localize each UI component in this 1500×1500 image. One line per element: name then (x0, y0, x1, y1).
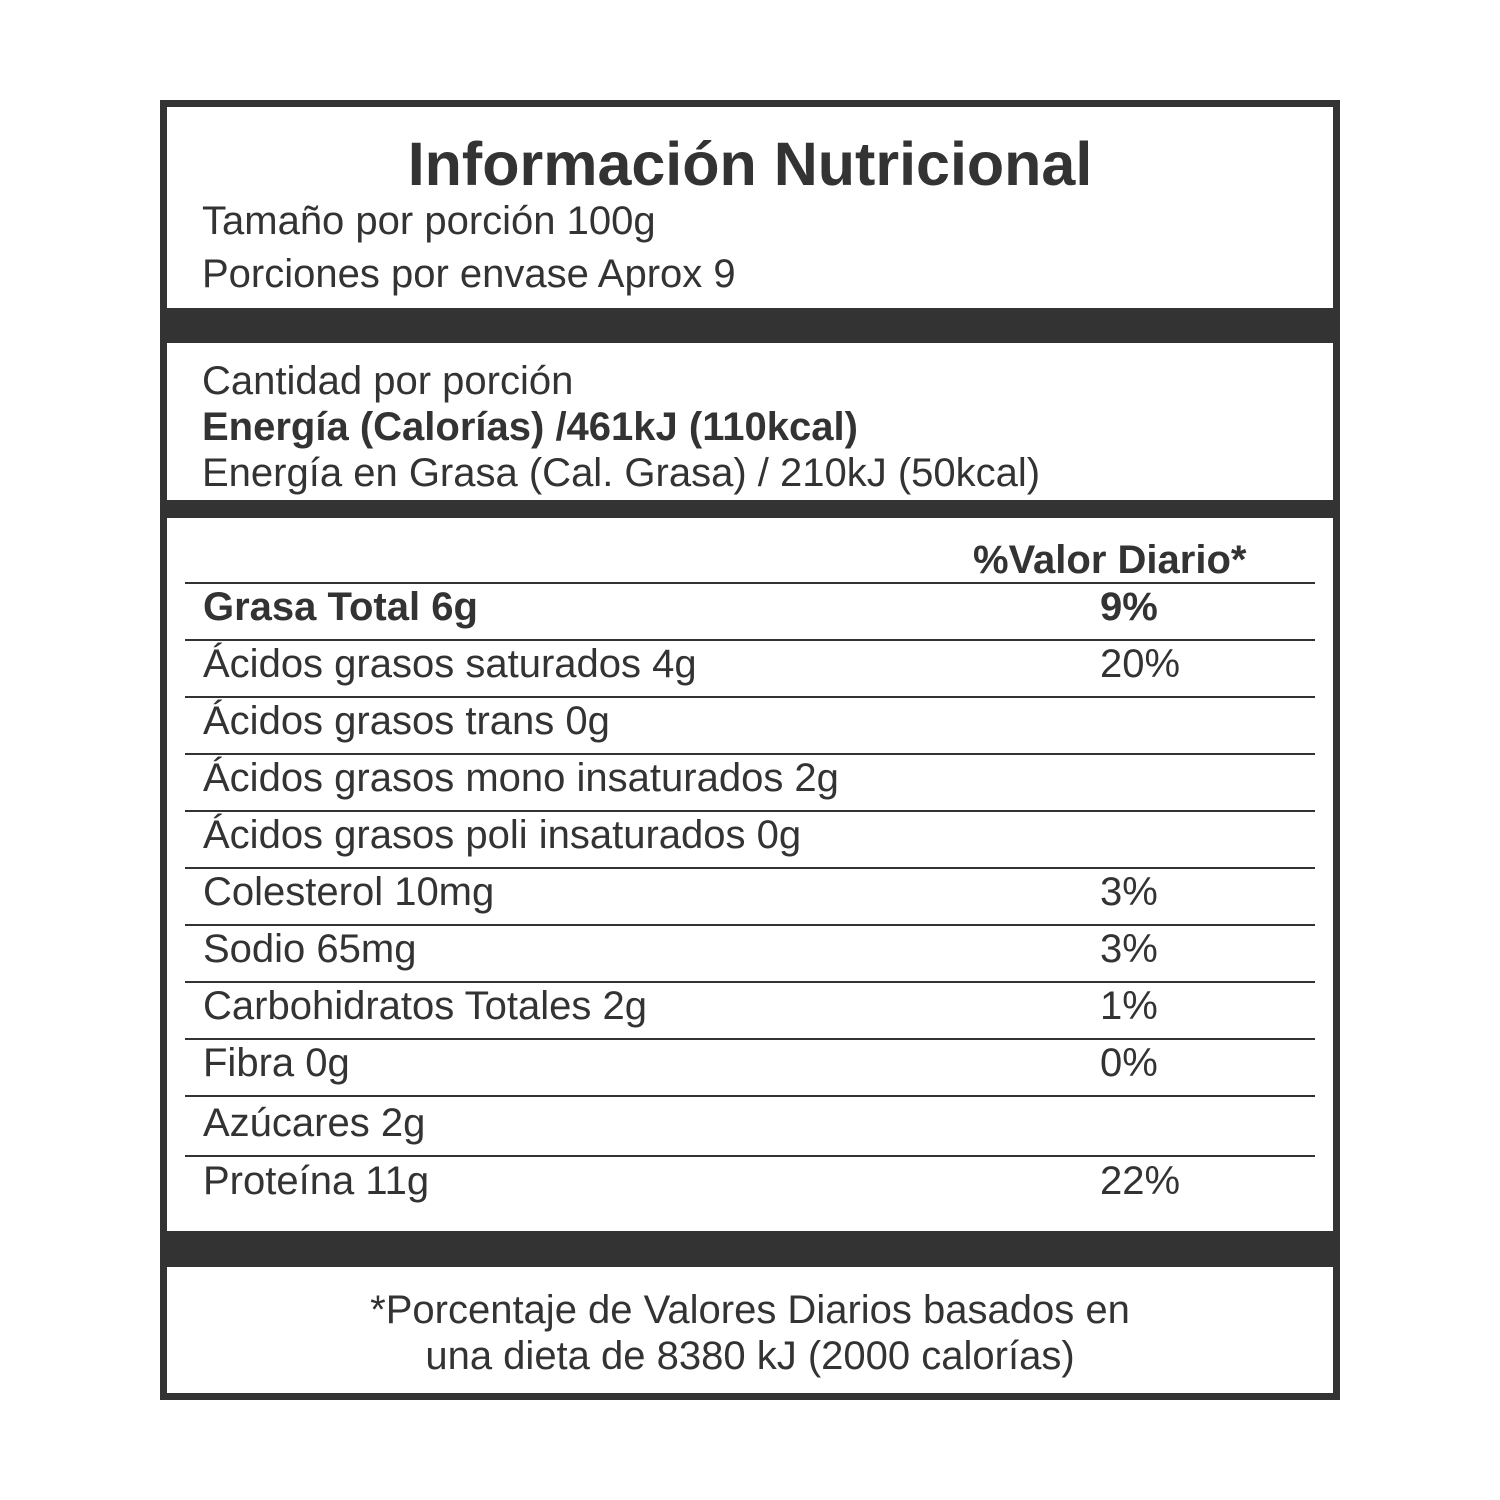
nutrient-row (185, 924, 1315, 973)
nutrient-name: Ácidos grasos mono insaturados 2g (203, 756, 839, 800)
footnote-line-2: una dieta de 8380 kJ (2000 calorías) (425, 1334, 1075, 1378)
nutrient-row (185, 1038, 1315, 1087)
nutrient-daily-value: 9% (1100, 585, 1158, 629)
nutrient-daily-value: 3% (1100, 927, 1158, 971)
nutrient-daily-value: 3% (1100, 870, 1158, 914)
nutrient-row (185, 582, 1315, 631)
nutrient-row (185, 1095, 1315, 1147)
energy-from-fat: Energía en Grasa (Cal. Grasa) / 210kJ (50kcal) (202, 451, 1041, 495)
footnote-line-1: *Porcentaje de Valores Diarios basados en (370, 1288, 1130, 1332)
separator-band-top (167, 308, 1333, 343)
nutrient-name: Ácidos grasos poli insaturados 0g (203, 813, 802, 857)
amount-per-serving: Cantidad por porción (202, 359, 574, 403)
nutrient-row (185, 867, 1315, 916)
energy-calories: Energía (Calorías) /461kJ (110kcal) (202, 405, 858, 449)
serving-size: Tamaño por porción 100g (202, 199, 656, 243)
nutrition-facts-label (160, 100, 1340, 1400)
nutrient-row (185, 1155, 1315, 1205)
daily-value-header: %Valor Diario* (973, 538, 1247, 582)
nutrient-name: Azúcares 2g (203, 1101, 426, 1145)
nutrient-daily-value: 20% (1100, 642, 1181, 686)
nutrient-row (185, 639, 1315, 688)
nutrient-daily-value: 22% (1100, 1159, 1181, 1203)
nutrient-name: Sodio 65mg (203, 927, 417, 971)
nutrient-name: Carbohidratos Totales 2g (203, 984, 647, 1028)
nutrient-daily-value: 0% (1100, 1041, 1158, 1085)
label-title: Información Nutricional (407, 130, 1093, 198)
nutrient-row (185, 696, 1315, 745)
nutrient-name: Proteína 11g (203, 1159, 430, 1203)
nutrient-name: Fibra 0g (203, 1041, 350, 1085)
nutrient-row (185, 753, 1315, 802)
servings-per-container: Porciones por envase Aprox 9 (202, 252, 736, 296)
nutrient-name: Ácidos grasos trans 0g (203, 699, 610, 743)
separator-band-bottom (167, 1231, 1333, 1267)
nutrient-row (185, 981, 1315, 1030)
nutrient-name: Grasa Total 6g (203, 585, 478, 629)
nutrient-name: Colesterol 10mg (203, 870, 495, 914)
nutrient-daily-value: 1% (1100, 984, 1158, 1028)
nutrient-name: Ácidos grasos saturados 4g (203, 642, 697, 686)
nutrient-row (185, 810, 1315, 859)
separator-band-middle (167, 500, 1333, 518)
